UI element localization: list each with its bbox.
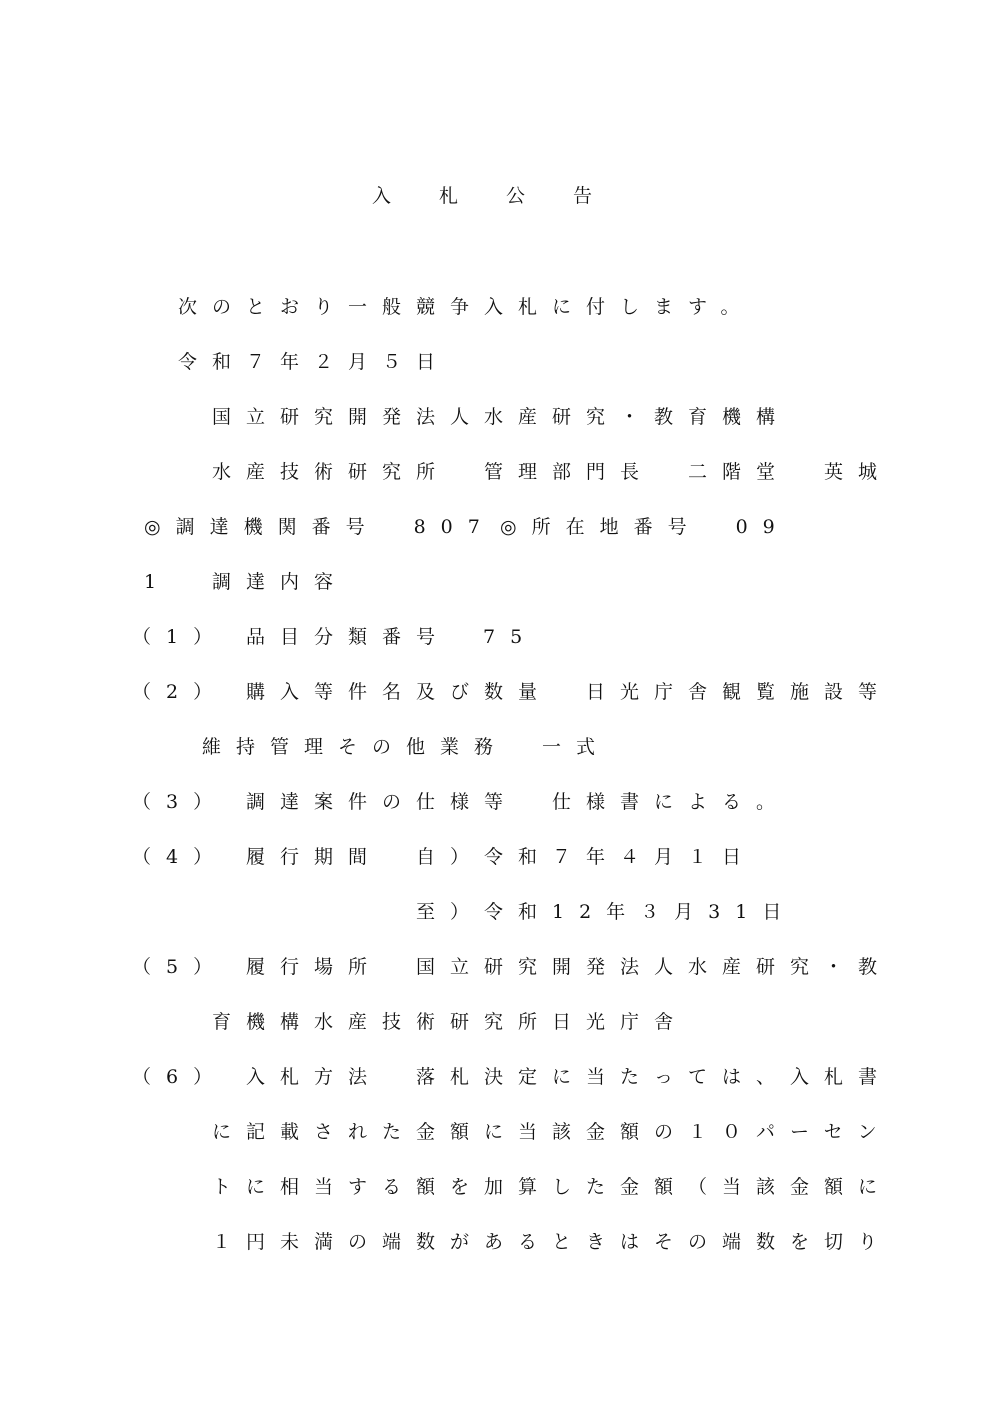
- intro-text: 次のとおり一般競争入札に付します。: [178, 296, 755, 318]
- item-number: （6）: [132, 1066, 228, 1088]
- official-title: 水産技術研究所 管理部門長 二階堂 英城: [212, 461, 893, 483]
- document-title: 入札公告: [372, 185, 641, 207]
- item-label: 履行場所: [246, 956, 383, 978]
- item-value: 国立研究開発法人水産研究・教: [416, 956, 893, 978]
- item-continuation: に記載された金額に当該金額の１０パーセン: [212, 1121, 892, 1143]
- item-value: 落札決定に当たっては、入札書: [416, 1066, 893, 1088]
- item-continuation: 育機構水産技術研究所日光庁舎: [212, 1011, 689, 1033]
- item-label: 調達案件の仕様等: [246, 791, 519, 813]
- notice-date: 令和７年２月５日: [178, 351, 451, 373]
- item-value: 仕様書による。: [552, 791, 791, 813]
- item-continuation: １円未満の端数があるときはその端数を切り: [212, 1231, 893, 1253]
- item-continuation: 維持管理その他業務 一式: [202, 736, 611, 758]
- item-number: （1）: [132, 626, 228, 648]
- item-label: 入札方法: [246, 1066, 383, 1088]
- item-number: （5）: [132, 956, 228, 978]
- item-label: 品目分類番号: [246, 626, 451, 648]
- item-value: 日光庁舎観覧施設等: [586, 681, 893, 703]
- section-heading: 調達内容: [212, 571, 349, 593]
- organization-name: 国立研究開発法人水産研究・教育機構: [212, 406, 791, 428]
- item-number: （2）: [132, 681, 228, 703]
- item-number: （3）: [132, 791, 228, 813]
- procurement-org-number: ◎調達機関番号 807: [144, 516, 495, 538]
- item-label: 履行期間: [246, 846, 383, 868]
- section-number: 1: [144, 571, 172, 593]
- item-continuation: 至）令和12年３月31日: [416, 901, 797, 923]
- item-label: 購入等件名及び数量: [246, 681, 553, 703]
- item-number: （4）: [132, 846, 228, 868]
- item-value: 75: [483, 626, 538, 648]
- item-continuation: トに相当する額を加算した金額（当該金額に: [212, 1176, 893, 1198]
- location-number: ◎所在地番号 09: [500, 516, 790, 538]
- item-value: 自）令和７年４月１日: [416, 846, 757, 868]
